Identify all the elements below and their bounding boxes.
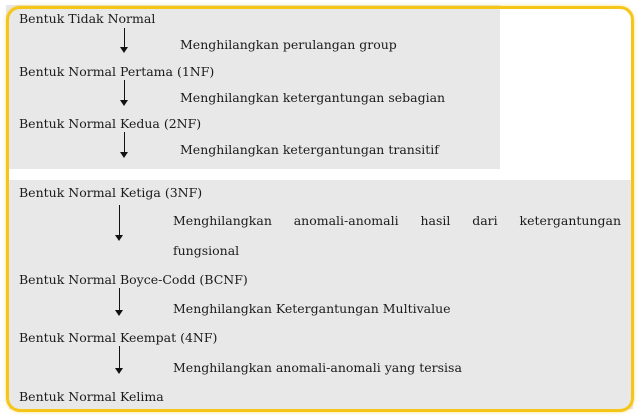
stage-2nf: Bentuk Normal Kedua (2NF) xyxy=(19,116,202,131)
stage-1nf: Bentuk Normal Pertama (1NF) xyxy=(19,64,215,79)
action-remove-functional-anomalies: Menghilangkan anomali-anomali hasil dari ketergantungan xyxy=(173,213,621,228)
arrow-down-icon xyxy=(115,205,124,241)
arrow-down-icon xyxy=(115,346,124,374)
arrow-down-icon xyxy=(120,132,129,158)
stage-bcnf: Bentuk Normal Boyce-Codd (BCNF) xyxy=(19,272,248,287)
arrow-down-icon xyxy=(120,28,129,53)
action-remove-multivalue-dependency: Menghilangkan Ketergantungan Multivalue xyxy=(173,301,451,316)
stage-4nf: Bentuk Normal Keempat (4NF) xyxy=(19,330,218,345)
stage-unnormalized: Bentuk Tidak Normal xyxy=(19,11,156,26)
action-remove-partial-dependency: Menghilangkan ketergantungan sebagian xyxy=(180,90,446,105)
arrow-down-icon xyxy=(120,80,129,106)
action-remove-transitive-dependency: Menghilangkan ketergantungan transitif xyxy=(180,142,439,157)
action-remove-repeating-group: Menghilangkan perulangan group xyxy=(180,37,397,52)
stage-5nf: Bentuk Normal Kelima xyxy=(19,389,164,404)
stage-3nf: Bentuk Normal Ketiga (3NF) xyxy=(19,185,203,200)
arrow-down-icon xyxy=(115,288,124,316)
action-remove-remaining-anomalies: Menghilangkan anomali-anomali yang tersisa xyxy=(173,360,462,375)
action-remove-functional-anomalies-cont: fungsional xyxy=(173,243,240,258)
